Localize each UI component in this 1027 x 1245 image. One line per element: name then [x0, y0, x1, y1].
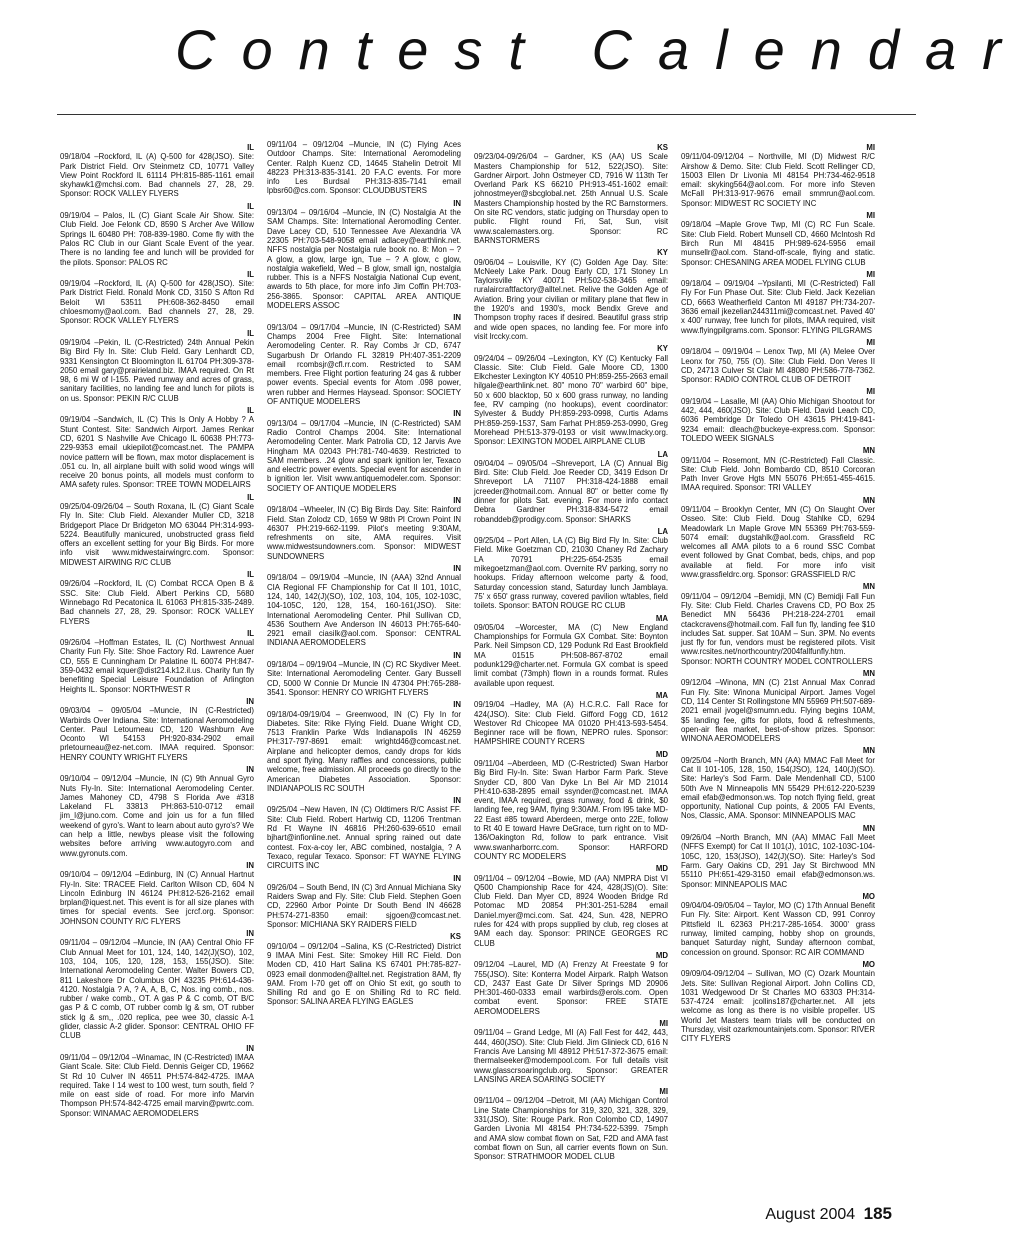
- contest-entry: 09/19/04 – Palos, IL (C) Giant Scale Air Show. Site: Club Field. Joe Felonk CD, 8590 S Archer Ave Willow Springs IL 60480 PH: 708-839-1980. Come fly with the Palos RC Club in our Giant Scale Event of the year. There is no landing fee and lunch will be provided for the pilots. Sponsor: PALOS RC: [60, 211, 254, 267]
- state-heading: MD: [655, 864, 668, 874]
- state-heading: KS: [657, 143, 668, 152]
- state-heading: IL: [247, 492, 254, 502]
- state-heading: KY: [657, 248, 668, 258]
- state-heading: MD: [655, 950, 668, 960]
- footer-month: August 2004: [765, 1206, 856, 1223]
- calendar-column-3: [474, 140, 668, 1225]
- page-number: 185: [863, 1204, 892, 1223]
- state-heading: MI: [866, 337, 875, 347]
- contest-entry: 09/18/04 –Rockford, IL (A) Q-500 for 428(JSO). Site: Park District Field. Orv Steinmetz CD, 10771 Valley View Point Rockford IL 61114 PH:815-885-1161 email skyhawk1@mchsi.com. Bad channels 27, 28, 29. Sponsor: ROCK VALLEY FLYERS: [60, 152, 254, 199]
- state-heading: IL: [247, 269, 254, 279]
- contest-entry: 09/11/04-09/12/04 – Northville, MI (D) Midwest R/C Airshow & Demo. Site: Club Field. Scott Rellinger CD, 15003 Ellen Dr Livonia MI 48154 PH:734-462-9518 email: skyking564@aol.com. For more info Steven McFall PH:313-917-9676 email smmrun@aol.com. Sponsor: MIDWEST RC SOCIETY INC: [681, 152, 875, 208]
- title-rule: [57, 114, 916, 115]
- contest-entry: 09/10/04 – 09/12/04 –Salina, KS (C-Restricted) District 9 IMAA Mini Fest. Site: Smokey Hill RC Field. Don Moden CD, 410 Hart Salina KS 67401 PH:785-827-0923 email donmoden@alltel.net. Registration 8AM, fly 9AM. From I-70 get off on Ohio St exit, go south to Shilling Rd and go E on Shilling Rd to RC field. Sponsor: SALINA AREA FLYING EAGLES: [267, 941, 461, 1007]
- state-heading: MI: [866, 143, 875, 152]
- state-heading: IN: [246, 860, 254, 870]
- contest-entry: 09/04/04-09/05/04 – Taylor, MO (C) 17th Annual Benefit Fun Fly. Site: Airport. Kent Wasson CD, 991 Conroy Pittsfield IL 62363 PH:217-285-1654. 3000' grass runway, limited camping, hobby shop on grounds, banquet Saturday night, Sunday afternoon combat, concession on ground. Sponsor: RC AIR COMMAND: [681, 901, 875, 957]
- state-heading: IN: [453, 873, 461, 883]
- state-heading: IL: [247, 570, 254, 580]
- state-heading: IN: [453, 313, 461, 323]
- contest-entry: 09/18/04 –Maple Grove Twp, MI (C) RC Fun Scale. Site: Club Field. Robert Munsell CD, 4660 McIntosh Rd Birch Run MI 48415 PH:989-624-5956 email munsellr@aol.com. Stand-off-scale, flying and static. Sponsor: CHESANING AREA MODEL FLYING CLUB: [681, 220, 875, 267]
- contest-entry: 09/26/04 – South Bend, IN (C) 3rd Annual Michiana Sky Raiders Swap and Fly. Site: Club Field. Stephen Goen CD, 22960 Arbor Pointe Dr South Bend IN 46628 PH:574-271-8350 email: sjgoen@comcast.net. Sponsor: MICHIANA SKY RAIDERS FIELD: [267, 882, 461, 930]
- contest-entry: 09/11/04 – Brooklyn Center, MN (C) On Slaught Over Osseo. Site: Club Field. Doug Stahlke CD, 6294 Meadowlark Ln Maple Grove MN 55369 PH:763-559-5074 email: dugstahlk@aol.com. Grassfield RC welcomes all AMA pilots to a 6 round SSC Combat event followed by Gnat Combat, beds, chips, and pop available at field. For more info visit www.grassfieldrc.org. Sponsor: GRASSFIELD R/C: [681, 504, 875, 580]
- state-heading: IN: [246, 696, 254, 706]
- state-heading: IN: [453, 409, 461, 419]
- state-heading: MN: [862, 746, 875, 756]
- contest-entry: 09/19/04 – Lasalle, MI (AA) Ohio Michigan Shootout for 442, 444, 460(JSO). Site: Club Field. David Leach CD, 6036 Pembridge Dr Toledo OH 43615 PH:419-841-9234 email: dleach@buckeye-express.com. Sponsor: TOLEDO WEEK SIGNALS: [681, 396, 875, 443]
- contest-entry: 09/24/04 – 09/26/04 –Lexington, KY (C) Kentucky Fall Classic. Site: Club Field. Gale Moore CD, 1300 Elkchester Lexington KY 40510 PH:859-255-2663 email hilgale@earthlink.net. 80" mono 70" warbird 60" bipe, 50 x 600 blacktop, 50 x 600 grass runway, no landing fee, RV camping (no hookups), event coordinator: Sylvester & Buddy PH:859-293-0998, Curtis Adams PH:859-259-1537, Sam Farhat PH:859-253-0990, Greg Morehead PH:513-379-0193 or visit www.lmacky.org. Sponsor: LEXINGTON MODEL AIRPLANE CLUB: [474, 353, 668, 447]
- contest-entry: 09/13/04 – 09/17/04 –Muncie, IN (C-Restricted) SAM Champs 2004 Free Flight. Site: International Aeromodeling Center. R. Ray Combs Jr CD, 6747 Sugarbush Dr Orlando FL 32819 PH:407-351-2209 email rcombsjr@cfl.rr.com. Restricted to SAM members. Free Flight portion featuring 24 gas & rubber power events. Special events for Atom .098 power, wren rubber and Hermes Haysead. Sponsor: SOCIETY OF ANTIQUE MODELERS: [267, 322, 461, 407]
- page-footer: [765, 1204, 892, 1224]
- calendar-column-1: [60, 140, 254, 1225]
- state-heading: MN: [862, 582, 875, 592]
- contest-entry: 09/25/04 –North Branch, MN (AA) MMAC Fall Meet for Cat II 101-105, 128, 150, 154(JSO), 124, 140(J)(SO). Site: Harley's Sod Farm. Dale Mendenhall CD, 5100 50th Ave N Minneapolis MN 55429 PH:612-220-5239 email efab@edmonson.ws. Top notch flying field, great opportunity, National Cup points, & 2005 FAI Events, Nos, Classic, AMA. Sponsor: MINNEAPOLIS MAC: [681, 755, 875, 821]
- contest-entry: 09/11/04 – 09/12/04 –Winamac, IN (C-Restricted) IMAA Giant Scale. Site: Club Field. Dennis Geiger CD, 19662 St Rd 10 Culver IN 46511 PH:574-842-4725. IMAA required. Take I 14 west to 100 west, turn south, field ? mile on east side of road. For more info Marvin Thompson PH:574-842-4725 email marvin@pwrtc.com. Sponsor: WINAMAC AEROMODELERS: [60, 1052, 254, 1118]
- contest-entry: 09/11/04 – 09/12/04 –Bowie, MD (AA) NMPRA Dist VI Q500 Championship Race for 424, 428(JS)(O). Site: Club Field. Dan Myer CD, 8924 Wooden Bridge Rd Potomac MD 20854 PH:301-251-5284 email Daniel.myer@mci.com. Sat. 424, Sun. 428, NEPRO rules for 424 with props supplied by club, reg closes at 9AM each day. Sponsor: PRINCE GEORGES RC CLUB: [474, 873, 668, 948]
- state-heading: IL: [247, 628, 254, 638]
- state-heading: MI: [866, 387, 875, 397]
- contest-entry: 09/18/04 – 09/19/04 –Muncie, IN (AAA) 32nd Annual CIA Regional FF Championship for Cat II 101, 101C, 124, 140, 142(J)(SO), 102, 103, 104, 105, 102-103C, 104-105C, 120, 128, 154, 160-161(JSO). Site: International Aeromodeling Center. Phil Sullivan CD, 4536 Southern Ave Anderson IN 46013 PH:765-640-2921 email ciasilk@aol.com. Sponsor: CENTRAL INDIANA AEROMODELERS: [267, 573, 461, 648]
- state-heading: MI: [659, 1087, 668, 1097]
- state-heading: IN: [453, 495, 461, 505]
- contest-entry: 09/19/04 –Pekin, IL (C-Restricted) 24th Annual Pekin Big Bird Fly In. Site: Club Field. Gary Lenhardt CD, 9331 Kensington Ct Bloomington IL 61704 PH:309-378-2050 email gary@prairieland.biz. IMAA required. On Rt 98, 6 mi W of I-155. Paved runway and acres of grass, sanitary facilities, no landing fee and lunch for pilots is on us. Sponsor: PEKIN R/C CLUB: [60, 337, 254, 403]
- contest-entry: 09/26/04 –North Branch, MN (AA) MMAC Fall Meet (NFFS Exempt) for Cat II 101(J), 101C, 102-103C-104-105C, 120, 153(JSO), 142(J)(SO). Site: Harley's Sod Farm. Gary Oakins CD, 291 Jay St Birchwood MN 55110 PH:651-429-3150 email efab@edmonson.ws. Sponsor: MINNEAPOLIS MAC: [681, 833, 875, 889]
- contest-entry: 09/11/04 – 09/12/04 –Muncie, IN (AA) Central Ohio FF Club Annual Meet for 101, 124, 140, 142(J)(SO), 102, 103, 104, 105, 120, 128, 153, 155(JSO). Site: International Aeromodeling Center. Walter Bowers CD, 811 Lakeshore Dr Columbus OH 43235 PH:614-436-4120. Nostalgia ? A, ? A, A, B, C, Nos. ing comb., nos. rubber / wake comb., OT. A gas P & C comb, OT B/C gas P & C comb, OT rubber comb lg & sm, OT rubber stick lg & sm,, .020 replica, pee wee 30, classic A-1 glider, classic A-2 glider. Sponsor: CENTRAL OHIO FF CLUB: [60, 938, 254, 1041]
- contest-entry: 09/25/04-09/26/04 – South Roxana, IL (C) Giant Scale Fly In. Site: Club Field. Alexander Muller CD, 3218 Bridgeport Place Dr Bridgeton MO 63044 PH:314-993-5224. Beautifully manicured, unobstructed grass field offers an excellent setting for your Big Birds. For more info visit www.midwestairwingrc.com. Sponsor: MIDWEST AIRWING R/C CLUB: [60, 501, 254, 567]
- contest-entry: 09/19/04 –Rockford, IL (A) Q-500 for 428(JSO). Site: Park District Field. Ronald Monk CD, 3150 S Afton Rd Beloit WI 53511 PH:608-362-8450 email chloesmomy@aol.com. Bad channels 27, 28, 29. Sponsor: ROCK VALLEY FLYERS: [60, 279, 254, 326]
- state-heading: LA: [657, 449, 668, 459]
- state-heading: MA: [655, 690, 668, 700]
- contest-entry: 09/11/04 – 09/12/04 –Detroit, MI (AA) Michigan Control Line State Championships for 319, 320, 321, 328, 329, 331(JSO). Site: Rouge Park. Ron Colombo CD, 14907 Garden Livonia MI 48154 PH:734-522-5399. 75mph and AMA slow combat flown on Sat, F2D and AMA fast combat flown on Sun, all carrier events flown on Sun. Sponsor: STRATHMOOR MODEL CLUB: [474, 1096, 668, 1162]
- state-heading: MO: [862, 891, 875, 901]
- contest-entry: 09/05/04 –Worcester, MA (C) New England Championships for Formula GX Combat. Site: Boynton Park. Neil Simpson CD, 129 Podunk Rd East Brookfield MA 01515 PH:508-867-8702 email podunk129@charter.net. Formula GX combat is speed limit combat (73mph) flown in a rounds format. Rules available upon request.: [474, 622, 668, 688]
- state-heading: KY: [657, 344, 668, 354]
- contest-entry: 09/12/04 –Winona, MN (C) 21st Annual Max Conrad Fun Fly. Site: Winona Municipal Airport. James Vogel CD, 114 Center St Rollingstone MN 55969 PH:507-689-2021 email jvogel@smumn.edu. Flying begins 10AM, $5 landing fee, gifts for pilots, food & refreshments, open-air flea market, best-of-show prizes. Sponsor: WINONA AEROMODELERS: [681, 678, 875, 744]
- contest-entry: 09/11/04 – 09/12/04 –Bemidji, MN (C) Bemidji Fall Fun Fly. Site: Club Field. Charles Cravens CD, PO Box 25 Benedict MN 56436 PH:218-224-2701 email ctackcravens@hotmail.com. Fall fun fly, landing fee $10 includes Sat. supper. Sat 10AM – Sun. 3PM. No events just fly for fun, vendors must be registered pilots. Visit www.rcsites.net/northcountry/2004fallfunfly.htm. Sponsor: NORTH COUNTRY MODEL CONTROLLERS: [681, 591, 875, 666]
- contest-entry: 09/23/04-09/26/04 – Gardner, KS (AA) US Scale Masters Championship for 512, 522(JSO). Site: Gardner Airport. John Ostmeyer CD, 7916 W 113th Ter Overland Park KS 66210 PH:913-451-1602 email: johnostmeyer@sbcglobal.net. 25th Annual U.S. Scale Masters Championship hosted by the RC Barnstormers. On site RC vendors, static judging on Thursday open to public. Flight round Fri, Sat, Sun, visit www.scalemasters.org. Sponsor: RC BARNSTORMERS: [474, 152, 668, 245]
- contest-entry: 09/04/04 – 09/05/04 –Shreveport, LA (C) Annual Big Bird. Site: Club Field. Joe Reeder CD, 3419 Edson Dr Shreveport LA 71107 PH:318-424-1888 email jcreeder@hotmail.com. Annual 80" or better come fly dinner for pilots Sat. evening. For more info contact Debra Gardner PH:318-834-5472 email robanddeb@prodigy.com. Sponsor: SHARKS: [474, 458, 668, 524]
- contest-entry: 09/25/04 – Port Allen, LA (C) Big Bird Fly In. Site: Club Field. Mike Goetzman CD, 21030 Chaney Rd Zachary LA 70791 PH:225-654-2535 email mikegoetzman@aol.com. Overnite RV parking, sorry no hookups. Friday afternoon welcome party & food, Saturday concession stand, Saturday lunch Jamblaya. 75' x 650' grass runway, covered pavilion w/tables, field toilets. Sponsor: BATON ROUGE RC CLUB: [474, 536, 668, 611]
- contest-entry: 09/19/04 –Sandwich, IL (C) This Is Only A Hobby ? A Stunt Contest. Site: Sandwich Airport. James Renkar CD, 6201 S Nashville Ave Chicago IL 60638 PH:773-229-9353 email ukiepilot@comcast.net. The PAMPA novice pattern will be flown, max motor displacement is .051 cu. In, all airplane built with solid wood wings will receive 20 bonus points, all models must conform to AMA safety rules. Sponsor: TREE TOWN MODELAIRS: [60, 415, 254, 490]
- state-heading: IN: [453, 700, 461, 710]
- state-heading: MN: [862, 495, 875, 505]
- contest-entry: 09/18/04-09/19/04 – Greenwood, IN (C) Fly In for Diabetes. Site: Rike Flying Field. Duane Wright CD, 7513 Franklin Parke Wds Indianapolis IN 46259 PH:317-797-8691 email: wrightd46@comcast.net. Airplane and helicopter demos, candy drops for kids and sport flying. Many raffles and concessions, public welcome, free admission. All proceeds go directly to the American Diabetes Association. Sponsor: INDIANAPOLIS RC SOUTH: [267, 709, 461, 793]
- state-heading: IN: [246, 929, 254, 939]
- state-heading: IL: [247, 201, 254, 211]
- contest-entry: 09/10/04 – 09/12/04 –Muncie, IN (C) 9th Annual Gyro Nuts Fly-In. Site: International Aeromodeling Center. James Mahoney CD, 4798 S Florida Ave #318 Lakeland FL 33813 PH:863-510-0712 email jim_l@juno.com. Come and join us for a fun filled weekend of gyro's. Want to learn about auto gyro's? We can help a little, newbys please visit the following websites before arriving www.autogyro.com and www.gyronuts.com.: [60, 774, 254, 858]
- calendar-column-2: [267, 140, 461, 1225]
- contest-entry: 09/26/04 –Rockford, IL (C) Combat RCCA Open B & SSC. Site: Club Field. Albert Perkins CD, 5680 Winnebago Rd Pecatonica IL 61063 PH:815-335-2489. Bad channels 27, 28, 29. Sponsor: ROCK VALLEY FLYERS: [60, 579, 254, 626]
- contest-entry: 09/18/04 – 09/19/04 –Ypsilanti, MI (C-Restricted) Fall Fly For Fun Phase Out. Site: Club Field. Jack Kezelian CD, 6663 Weatherfield Canton MI 49187 PH:734-207-3636 email jkezelian244311mi@comcast.net. Paved 40' x 400' runway, free lunch for pilots, IMAA required, visit www.flyingpilgrams.com. Sponsor: FLYING PILGRAMS: [681, 279, 875, 335]
- state-heading: IN: [453, 198, 461, 208]
- contest-entry: 09/18/04 – 09/19/04 – Lenox Twp, MI (A) Melee Over Leonx for 750, 755 (O). Site: Club Field. Don Veres II CD, 24713 Culver St Clair MI 48080 PH:586-778-7362. Sponsor: RADIO CONTROL CLUB OF DETROIT: [681, 347, 875, 385]
- state-heading: KS: [450, 932, 461, 942]
- contest-entry: 09/13/04 – 09/17/04 –Muncie, IN (C-Restricted) SAM Radio Control Champs 2004. Site: International Aeromodeling Center. Mark Patrolia CD, 12 Jarvis Ave Hingham MA 02043 PH:781-740-4639. Restricted to SAM members. .24 glow and spark ignition ler, Texaco and electric power events. Special event for ascender in b ignition ler. Visit www.antiquemodeler.com. Sponsor: SOCIETY OF ANTIQUE MODELERS: [267, 418, 461, 493]
- state-heading: IL: [247, 143, 254, 152]
- contest-entry: 09/11/04 – 09/12/04 –Muncie, IN (C) Flying Aces Outdoor Champs. Site: International Aeromodeling Center. Ralph Kuenz CD, 14645 Stahelin Detroit MI 48223 PH:313-835-3141. 20 F.A.C events. For more info Les Burdsal PH:313-835-7141 email lpbsr60@cs.com. Sponsor: CLOUDBUSTERS: [267, 140, 461, 196]
- contest-entry: 09/03/04 – 09/05/04 –Muncie, IN (C-Restricted) Warbirds Over Indiana. Site: International Aeromodeling Center. Paul Letourneau CD, 120 Washburn Ave Oconto WI 54153 PH:920-834-2902 email prletourneau@ez-net.com. IMAA required. Sponsor: HENRY COUNTY WRIGHT FLYERS: [60, 706, 254, 762]
- state-heading: IN: [453, 650, 461, 660]
- contest-entry: 09/11/04 –Aberdeen, MD (C-Restricted) Swan Harbor Big Bird Fly-In. Site: Swan Harbor Farm Park. Steve Snyder CD, 800 Van Dyke Ln Bel Air MD 21014 PH:410-638-2895 email ssynder@comcast.net. IMAA event, IMAA required, grass runway, food & drink, $0 landing fee, reg 9AM, flying 9:30AM. From I95 take MD-22 East #85 toward Aberdeen, merge onto 22E, follow to Rt 40 E toward Havre DeGrace, turn right on to MD-136/Oakington Rd, follow to park entrance. Visit www.swanharborrc.com. Sponsor: HARFORD COUNTY RC MODELERS: [474, 759, 668, 861]
- contest-entry: 09/11/04 – Grand Ledge, MI (A) Fall Fest for 442, 443, 444, 460(JSO). Site: Club Field. Jim Glinieck CD, 616 N Francis Ave Lansing MI 48912 PH:517-372-3675 email: thermalseeker@modempool.com. For full details visit www.glasscrsoaringclub.org. Sponsor: GREATER LANSING AREA SOARING SOCIETY: [474, 1028, 668, 1084]
- contest-entry: 09/10/04 – 09/12/04 –Edinburg, IN (C) Annual Hartnut Fly-In. Site: TRACEE Field. Carlton Wilson CD, 604 N Lincoln Edinburg IN 46124 PH:812-526-2162 email brplan@iquest.net. This event is for all size planes with times for special events. See jcrcf.org. Sponsor: JOHNSON COUNTY R/C FLYERS: [60, 870, 254, 926]
- state-heading: MN: [862, 823, 875, 833]
- state-heading: MI: [659, 1019, 668, 1029]
- state-heading: IL: [247, 328, 254, 338]
- contest-entry: 09/25/04 –New Haven, IN (C) Oldtimers R/C Assist FF. Site: Club Field. Robert Hartwig CD, 11206 Trentman Rd Ft Wayne IN 46816 PH:260-639-6510 email bjhart@infionline.net. Annual spring rained out date contest. Fox-a-coy ler, ABC combined, nostalgia, ? A Texaco, regular Texaco. Sponsor: FT WAYNE FLYING CIRCUITS INC: [267, 805, 461, 871]
- state-heading: IN: [246, 1043, 254, 1053]
- contest-entry: 09/11/04 – Rosemont, MN (C-Restricted) Fall Classic. Site: Club Field. John Bombardo CD, 8510 Corcoran Path Inver Grove Hgts MN 55076 PH:651-455-4615. IMAA required. Sponsor: TRI VALLEY: [681, 455, 875, 493]
- calendar-column-4: [681, 140, 875, 1225]
- state-heading: MD: [655, 749, 668, 759]
- contest-entry: 09/18/04 – 09/19/04 –Muncie, IN (C) RC Skydiver Meet. Site: International Aeromodeling Center. Gary Bussell CD, 5000 W Connie Dr Muncie IN 47304 PH:765-288-3541. Sponsor: HENRY CO WRIGHT FLYERS: [267, 660, 461, 697]
- state-heading: MA: [655, 613, 668, 623]
- contest-entry: 09/13/04 – 09/16/04 –Muncie, IN (C) Nostalgia At the SAM Champs. Site: International Aeromodling Center. Dave Lacey CD, 510 Tennessee Ave Alexandria VA 22305 PH:703-548-9058 email adlacey@earthlink.net. NFFS nostalgia per Nostalgia rule book no. 8: Mon – ? A glow, a glow, large ign, Tue – ? A glow, c glow, nostalgia wakefield, Wed – B glow, small ign, nostalgia rubber. This is a NFFS Nostalgia National Cup event, awards to 5th place, for more info Jim Coffin PH:703-256-3865. Sponsor: CAPITAL AREA ANTIQUE MODELERS ASSOC: [267, 208, 461, 311]
- contest-entry: 09/19/04 –Hadley, MA (A) H.C.R.C. Fall Race for 424(JSO). Site: Club Field. Gifford Fogg CD, 1612 Westover Rd Chicopee MA 01020 PH:413-593-5454. Beginner race will be flown, NEPRO rules. Sponsor: HAMPSHIRE COUNTY RCERS: [474, 700, 668, 747]
- state-heading: IL: [247, 406, 254, 416]
- state-heading: IN: [453, 564, 461, 574]
- state-heading: MI: [866, 211, 875, 221]
- state-heading: MN: [862, 669, 875, 679]
- state-heading: IN: [246, 765, 254, 774]
- contest-entry: 09/26/04 –Hoffman Estates, IL (C) Northwest Annual Charity Fun Fly. Site: Shoe Factory Rd. Lawrence Auer CD, 555 E Cunningham Dr Palatine IL 60074 PH:847-359-0432 email kquer@dist214.k12.il.us. Charity fun fly benefiting Special Leisure Foundation of Arlington Heights IL. Sponsor: NORTHWEST R: [60, 638, 254, 694]
- page-title: Contest Calendar: [175, 18, 1027, 81]
- state-heading: MN: [862, 446, 875, 456]
- contest-entry: 09/18/04 –Wheeler, IN (C) Big Birds Day. Site: Rainford Field. Stan Zolodz CD, 1659 W 98th Pl Crown Point IN 46307 PH:219-662-1199. Pilot's meeting 9:30AM, refreshments on site, AMA requires. Visit www.midwestsundowners.com. Sponsor: MIDWEST SUNDOWNERS: [267, 505, 461, 561]
- state-heading: IN: [453, 796, 461, 806]
- state-heading: MO: [862, 959, 875, 969]
- state-heading: LA: [657, 526, 668, 536]
- contest-entry: 09/09/04-09/12/04 – Sullivan, MO (C) Ozark Mountain Jets. Site: Sullivan Regional Airport. John Collins CD, 1031 Wedgewood Dr St Charles MO 63303 PH:314-537-4724 email: jcollins187@charter.net. All jets welcome as long as there is no visible propeller. US World Jet Masters team trials will be conducted on Thursday, visit ozarkmountainjets.com. Sponsor: RIVER CITY FLYERS: [681, 969, 875, 1044]
- contest-entry: 09/06/04 – Louisville, KY (C) Golden Age Day. Site: McNeely Lake Park. Doug Early CD, 171 Stoney Ln Taylorsville KY 40071 PH:502-538-3465 email: ruralaircraftfactory@alltel.net. Relive the Golden Age of Aviation. Bring your civilian or military plane that flew in the 1920's and 1930's, mock Bendix Greve and Thompson trophy races if desired. Beautiful grass strip and wide open spaces, no landing fee. For more info visit lrccky.com.: [474, 257, 668, 341]
- contest-entry: 09/12/04 –Laurel, MD (A) Frenzy At Freestate 9 for 755(JSO). Site: Konterra Model Airpark. Ralph Watson CD, 2437 East Gate Dr Silver Springs MD 20906 PH:301-460-0333 email warbirds@erols.com. Open combat event. Sponsor: FREE STATE AEROMODELERS: [474, 960, 668, 1016]
- state-heading: MI: [866, 269, 875, 279]
